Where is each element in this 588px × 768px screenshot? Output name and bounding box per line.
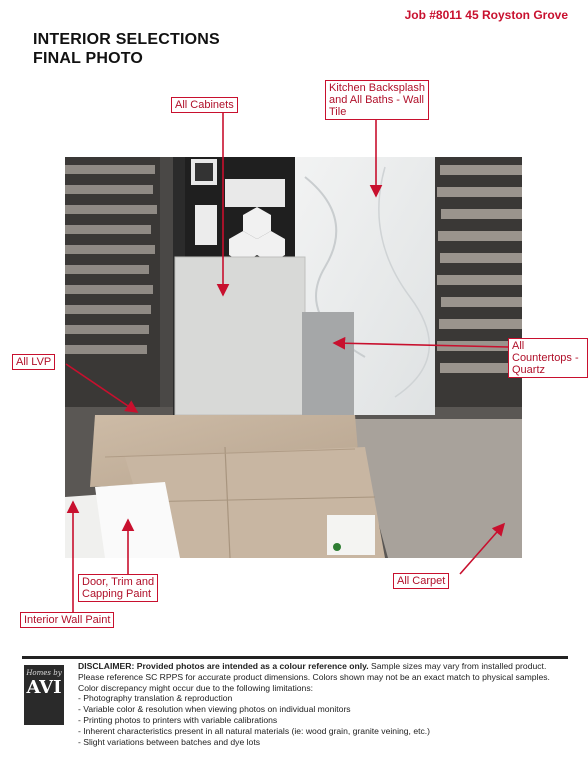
company-logo: [24, 665, 64, 725]
disclaimer-item: - Photography translation & reproduction: [78, 693, 233, 704]
disclaimer-item: - Slight variations between batches and dye lots: [78, 736, 261, 747]
title-line-1: INTERIOR SELECTIONS: [33, 31, 220, 48]
label-carpet: All Carpet: [393, 573, 449, 589]
disclaimer-item: - Variable color & resolution when viewing photos on individual monitors: [78, 704, 351, 715]
photo-illustration: [65, 157, 522, 558]
carpet-rack-left: [65, 157, 160, 407]
disclaimer-list: [78, 693, 568, 747]
cabinet-door-sample: [175, 257, 305, 415]
disclaimer-body: Sample sizes may vary from installed product. Please reference SC RPPS for accurate product dimensions. Colors shown may not be an exact match to physical samples. Color discrepancy might occur due to the following limitations:: [78, 661, 550, 693]
carpet-rack-right: [430, 157, 522, 417]
title-line-2: FINAL PHOTO: [33, 50, 144, 67]
page-title: [33, 30, 220, 68]
logo-big-text: AVI: [26, 677, 62, 698]
label-lvp: All LVP: [12, 354, 55, 370]
disclaimer-item: - Printing photos to printers with variable calibrations: [78, 714, 278, 725]
label-countertops: All Countertops - Quartz: [508, 338, 588, 378]
label-backsplash: Kitchen Backsplash and All Baths - Wall Tile: [325, 80, 429, 120]
job-number: Job #8011 45 Royston Grove: [404, 8, 568, 22]
label-cabinets: All Cabinets: [171, 97, 238, 113]
disclaimer-text: [78, 661, 568, 747]
selections-photo: [65, 157, 522, 558]
label-wall-paint: Interior Wall Paint: [20, 612, 114, 628]
disclaimer-lead: DISCLAIMER: Provided photos are intended as a colour reference only.: [78, 661, 369, 671]
logo-small-text: Homes by: [26, 669, 62, 677]
quartz-sample: [302, 312, 354, 415]
disclaimer: [22, 656, 568, 759]
disclaimer-item: - Inherent characteristics present in all natural materials (ie: wood grain, granite veining, etc.): [78, 725, 431, 736]
label-door-trim: Door, Trim and Capping Paint: [78, 574, 158, 602]
